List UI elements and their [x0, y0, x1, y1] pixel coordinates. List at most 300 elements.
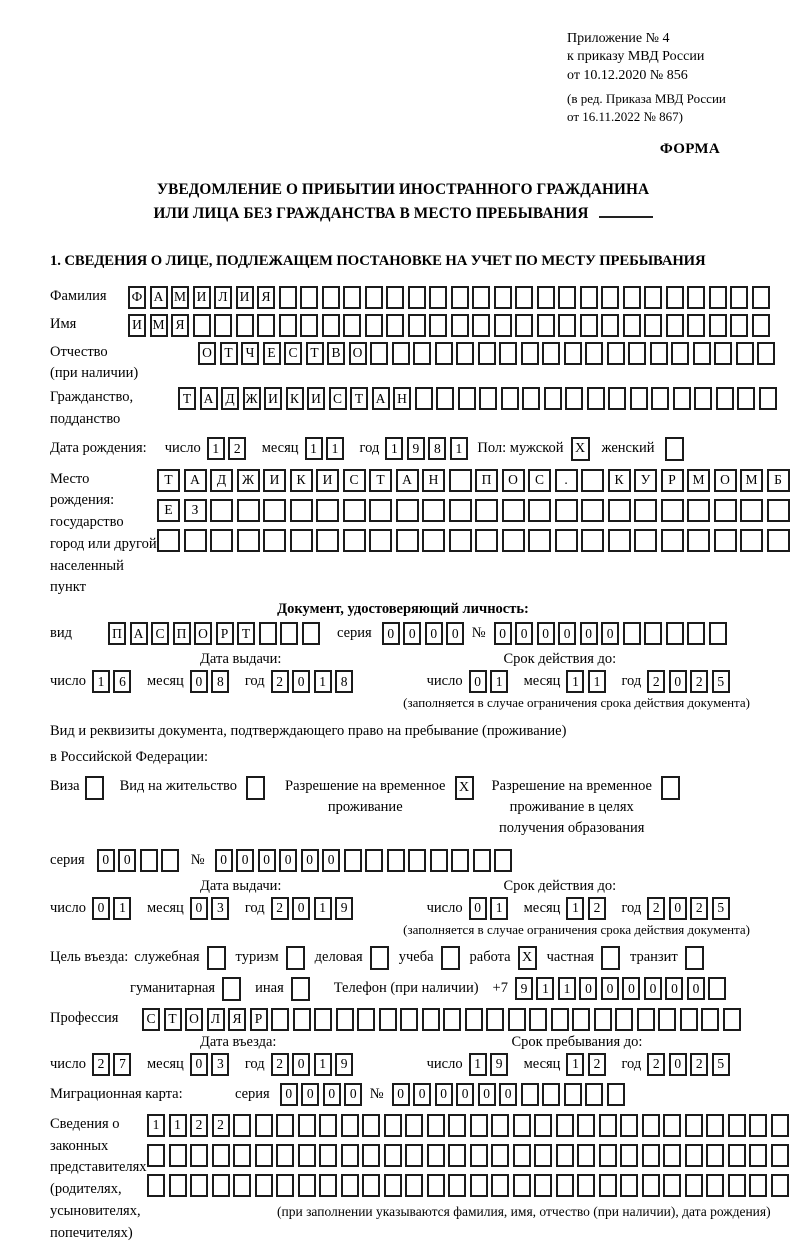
form-cell[interactable]: [515, 286, 533, 309]
form-cell[interactable]: [759, 387, 777, 410]
form-cell[interactable]: 1: [385, 437, 403, 460]
form-cell[interactable]: [767, 499, 790, 522]
form-cell[interactable]: [581, 529, 604, 552]
form-cell[interactable]: Т: [157, 469, 180, 492]
form-cell[interactable]: 0: [280, 1083, 298, 1106]
form-cell[interactable]: 0: [494, 622, 512, 645]
option-residence-permit-checkbox[interactable]: [246, 776, 265, 800]
form-cell[interactable]: [212, 1174, 230, 1197]
form-cell[interactable]: 0: [190, 1053, 208, 1076]
form-cell[interactable]: [147, 1144, 165, 1167]
form-cell[interactable]: Р: [661, 469, 684, 492]
form-cell[interactable]: И: [316, 469, 339, 492]
form-cell[interactable]: [233, 1144, 251, 1167]
form-cell[interactable]: Т: [237, 622, 255, 645]
form-cell[interactable]: 2: [647, 670, 665, 693]
form-cell[interactable]: 0: [499, 1083, 517, 1106]
form-cell[interactable]: С: [142, 1008, 160, 1031]
form-cell[interactable]: [587, 387, 605, 410]
form-cell[interactable]: [276, 1144, 294, 1167]
form-cell[interactable]: А: [150, 286, 168, 309]
form-cell[interactable]: 0: [97, 849, 115, 872]
form-cell[interactable]: [558, 314, 576, 337]
form-cell[interactable]: Л: [207, 1008, 225, 1031]
form-cell[interactable]: [515, 314, 533, 337]
form-cell[interactable]: [422, 529, 445, 552]
form-cell[interactable]: 1: [207, 437, 225, 460]
form-cell[interactable]: [415, 387, 433, 410]
form-cell[interactable]: 9: [407, 437, 425, 460]
form-cell[interactable]: 0: [669, 670, 687, 693]
form-cell[interactable]: [193, 314, 211, 337]
form-cell[interactable]: [279, 286, 297, 309]
form-cell[interactable]: [736, 342, 754, 365]
form-cell[interactable]: [451, 286, 469, 309]
form-cell[interactable]: [413, 342, 431, 365]
form-cell[interactable]: 1: [588, 670, 606, 693]
form-cell[interactable]: [708, 977, 726, 1000]
form-cell[interactable]: [279, 314, 297, 337]
form-cell[interactable]: 1: [314, 1053, 332, 1076]
form-cell[interactable]: [214, 314, 232, 337]
form-cell[interactable]: 2: [190, 1114, 208, 1137]
form-cell[interactable]: [341, 1114, 359, 1137]
form-cell[interactable]: [336, 1008, 354, 1031]
form-cell[interactable]: [607, 1083, 625, 1106]
form-cell[interactable]: [458, 387, 476, 410]
form-cell[interactable]: [470, 1174, 488, 1197]
form-cell[interactable]: М: [171, 286, 189, 309]
form-cell[interactable]: [521, 342, 539, 365]
form-cell[interactable]: 2: [690, 897, 708, 920]
form-cell[interactable]: [709, 314, 727, 337]
form-cell[interactable]: [508, 1008, 526, 1031]
form-cell[interactable]: [255, 1144, 273, 1167]
form-cell[interactable]: [396, 499, 419, 522]
form-cell[interactable]: [365, 286, 383, 309]
form-cell[interactable]: [580, 286, 598, 309]
form-cell[interactable]: [663, 1114, 681, 1137]
form-cell[interactable]: 0: [292, 1053, 310, 1076]
form-cell[interactable]: [298, 1114, 316, 1137]
form-cell[interactable]: [169, 1174, 187, 1197]
form-cell[interactable]: [427, 1174, 445, 1197]
form-cell[interactable]: 6: [113, 670, 131, 693]
form-cell[interactable]: К: [608, 469, 631, 492]
form-cell[interactable]: 0: [478, 1083, 496, 1106]
form-cell[interactable]: [408, 286, 426, 309]
form-cell[interactable]: [319, 1144, 337, 1167]
form-cell[interactable]: 8: [211, 670, 229, 693]
form-cell[interactable]: [210, 529, 233, 552]
form-cell[interactable]: [577, 1114, 595, 1137]
form-cell[interactable]: [257, 314, 275, 337]
form-cell[interactable]: 0: [580, 622, 598, 645]
form-cell[interactable]: [263, 499, 286, 522]
form-cell[interactable]: [387, 849, 405, 872]
form-cell[interactable]: Я: [171, 314, 189, 337]
form-cell[interactable]: А: [200, 387, 218, 410]
form-cell[interactable]: [687, 622, 705, 645]
form-cell[interactable]: 5: [712, 1053, 730, 1076]
form-cell[interactable]: Т: [350, 387, 368, 410]
form-cell[interactable]: [276, 1114, 294, 1137]
form-cell[interactable]: [300, 314, 318, 337]
form-cell[interactable]: [362, 1144, 380, 1167]
form-cell[interactable]: [701, 1008, 719, 1031]
form-cell[interactable]: [405, 1144, 423, 1167]
form-cell[interactable]: 1: [490, 670, 508, 693]
form-cell[interactable]: [422, 1008, 440, 1031]
form-cell[interactable]: 1: [314, 897, 332, 920]
form-cell[interactable]: [581, 499, 604, 522]
form-cell[interactable]: М: [687, 469, 710, 492]
form-cell[interactable]: 2: [212, 1114, 230, 1137]
form-cell[interactable]: 9: [335, 897, 353, 920]
form-cell[interactable]: 7: [113, 1053, 131, 1076]
form-cell[interactable]: [599, 1114, 617, 1137]
form-cell[interactable]: 2: [588, 897, 606, 920]
form-cell[interactable]: 0: [301, 849, 319, 872]
form-cell[interactable]: [386, 286, 404, 309]
form-cell[interactable]: 9: [490, 1053, 508, 1076]
form-cell[interactable]: [752, 286, 770, 309]
form-cell[interactable]: 5: [712, 670, 730, 693]
form-cell[interactable]: 1: [113, 897, 131, 920]
form-cell[interactable]: [140, 849, 158, 872]
form-cell[interactable]: [757, 342, 775, 365]
form-cell[interactable]: 0: [446, 622, 464, 645]
form-cell[interactable]: [369, 529, 392, 552]
form-cell[interactable]: С: [151, 622, 169, 645]
form-cell[interactable]: 0: [344, 1083, 362, 1106]
form-cell[interactable]: 0: [579, 977, 597, 1000]
form-cell[interactable]: [316, 529, 339, 552]
form-cell[interactable]: 2: [647, 897, 665, 920]
form-cell[interactable]: [634, 529, 657, 552]
form-cell[interactable]: 1: [558, 977, 576, 1000]
form-cell[interactable]: 2: [92, 1053, 110, 1076]
form-cell[interactable]: [491, 1174, 509, 1197]
form-cell[interactable]: А: [396, 469, 419, 492]
form-cell[interactable]: [422, 499, 445, 522]
form-cell[interactable]: 0: [292, 670, 310, 693]
form-cell[interactable]: [499, 342, 517, 365]
form-cell[interactable]: [556, 1174, 574, 1197]
form-cell[interactable]: И: [307, 387, 325, 410]
form-cell[interactable]: [259, 622, 277, 645]
form-cell[interactable]: 2: [271, 670, 289, 693]
form-cell[interactable]: [298, 1174, 316, 1197]
form-cell[interactable]: [651, 387, 669, 410]
form-cell[interactable]: 1: [326, 437, 344, 460]
form-cell[interactable]: [290, 529, 313, 552]
form-cell[interactable]: 0: [279, 849, 297, 872]
form-cell[interactable]: 0: [258, 849, 276, 872]
form-cell[interactable]: [572, 1008, 590, 1031]
form-cell[interactable]: [486, 1008, 504, 1031]
form-cell[interactable]: [357, 1008, 375, 1031]
form-cell[interactable]: [608, 529, 631, 552]
form-cell[interactable]: Т: [306, 342, 324, 365]
form-cell[interactable]: [237, 529, 260, 552]
form-cell[interactable]: [501, 387, 519, 410]
form-cell[interactable]: 9: [335, 1053, 353, 1076]
form-cell[interactable]: А: [130, 622, 148, 645]
form-cell[interactable]: [465, 1008, 483, 1031]
form-cell[interactable]: [599, 1174, 617, 1197]
form-cell[interactable]: 0: [92, 897, 110, 920]
form-cell[interactable]: Д: [210, 469, 233, 492]
form-cell[interactable]: [564, 1083, 582, 1106]
form-cell[interactable]: [190, 1144, 208, 1167]
form-cell[interactable]: Н: [393, 387, 411, 410]
form-cell[interactable]: 0: [665, 977, 683, 1000]
form-cell[interactable]: Е: [157, 499, 180, 522]
form-cell[interactable]: [650, 342, 668, 365]
form-cell[interactable]: [405, 1174, 423, 1197]
form-cell[interactable]: [408, 849, 426, 872]
form-cell[interactable]: [687, 499, 710, 522]
form-cell[interactable]: [663, 1144, 681, 1167]
form-cell[interactable]: [384, 1174, 402, 1197]
form-cell[interactable]: [322, 286, 340, 309]
form-cell[interactable]: [343, 529, 366, 552]
form-cell[interactable]: Я: [228, 1008, 246, 1031]
form-cell[interactable]: [513, 1174, 531, 1197]
form-cell[interactable]: 0: [669, 897, 687, 920]
form-cell[interactable]: [556, 1144, 574, 1167]
form-cell[interactable]: [430, 849, 448, 872]
form-cell[interactable]: [709, 286, 727, 309]
form-cell[interactable]: [714, 499, 737, 522]
form-cell[interactable]: Т: [178, 387, 196, 410]
form-cell[interactable]: [694, 387, 712, 410]
form-cell[interactable]: [343, 499, 366, 522]
form-cell[interactable]: Ч: [241, 342, 259, 365]
form-cell[interactable]: [585, 342, 603, 365]
form-cell[interactable]: [671, 342, 689, 365]
form-cell[interactable]: [749, 1114, 767, 1137]
purpose-business-checkbox[interactable]: [370, 946, 389, 970]
form-cell[interactable]: В: [327, 342, 345, 365]
form-cell[interactable]: 0: [236, 849, 254, 872]
form-cell[interactable]: [449, 529, 472, 552]
form-cell[interactable]: П: [173, 622, 191, 645]
form-cell[interactable]: [620, 1144, 638, 1167]
form-cell[interactable]: [749, 1174, 767, 1197]
form-cell[interactable]: [767, 529, 790, 552]
form-cell[interactable]: [319, 1114, 337, 1137]
form-cell[interactable]: 1: [169, 1114, 187, 1137]
form-cell[interactable]: [685, 1174, 703, 1197]
form-cell[interactable]: [771, 1144, 789, 1167]
form-cell[interactable]: [542, 342, 560, 365]
form-cell[interactable]: [370, 342, 388, 365]
form-cell[interactable]: Р: [250, 1008, 268, 1031]
form-cell[interactable]: П: [108, 622, 126, 645]
form-cell[interactable]: [494, 849, 512, 872]
form-cell[interactable]: 0: [392, 1083, 410, 1106]
form-cell[interactable]: [680, 1008, 698, 1031]
form-cell[interactable]: [276, 1174, 294, 1197]
form-cell[interactable]: 8: [335, 670, 353, 693]
form-cell[interactable]: И: [128, 314, 146, 337]
form-cell[interactable]: [322, 314, 340, 337]
form-cell[interactable]: [685, 1114, 703, 1137]
form-cell[interactable]: [642, 1174, 660, 1197]
form-cell[interactable]: Т: [220, 342, 238, 365]
form-cell[interactable]: [752, 314, 770, 337]
form-cell[interactable]: [147, 1174, 165, 1197]
form-cell[interactable]: 1: [147, 1114, 165, 1137]
form-cell[interactable]: 1: [566, 670, 584, 693]
form-cell[interactable]: [448, 1174, 466, 1197]
form-cell[interactable]: [362, 1174, 380, 1197]
form-cell[interactable]: 0: [601, 977, 619, 1000]
form-cell[interactable]: [384, 1144, 402, 1167]
form-cell[interactable]: 5: [712, 897, 730, 920]
option-visa-checkbox[interactable]: [85, 776, 104, 800]
purpose-private-checkbox[interactable]: [601, 946, 620, 970]
form-cell[interactable]: [666, 314, 684, 337]
form-cell[interactable]: [642, 1114, 660, 1137]
form-cell[interactable]: [644, 622, 662, 645]
form-cell[interactable]: [580, 314, 598, 337]
form-cell[interactable]: [344, 849, 362, 872]
form-cell[interactable]: [475, 499, 498, 522]
form-cell[interactable]: [448, 1144, 466, 1167]
form-cell[interactable]: [169, 1144, 187, 1167]
form-cell[interactable]: [449, 469, 472, 492]
form-cell[interactable]: 0: [215, 849, 233, 872]
form-cell[interactable]: 1: [566, 1053, 584, 1076]
form-cell[interactable]: [634, 499, 657, 522]
purpose-humanitarian-checkbox[interactable]: [222, 977, 241, 1001]
form-cell[interactable]: [369, 499, 392, 522]
form-cell[interactable]: Н: [422, 469, 445, 492]
form-cell[interactable]: 0: [515, 622, 533, 645]
form-cell[interactable]: [233, 1114, 251, 1137]
purpose-work-checkbox[interactable]: X: [518, 946, 537, 970]
form-cell[interactable]: 1: [490, 897, 508, 920]
purpose-study-checkbox[interactable]: [441, 946, 460, 970]
form-cell[interactable]: [534, 1144, 552, 1167]
form-cell[interactable]: [443, 1008, 461, 1031]
form-cell[interactable]: [290, 499, 313, 522]
form-cell[interactable]: [396, 529, 419, 552]
form-cell[interactable]: [630, 387, 648, 410]
form-cell[interactable]: [472, 314, 490, 337]
form-cell[interactable]: [628, 342, 646, 365]
form-cell[interactable]: Ф: [128, 286, 146, 309]
form-cell[interactable]: [473, 849, 491, 872]
form-cell[interactable]: 1: [450, 437, 468, 460]
form-cell[interactable]: [427, 1114, 445, 1137]
form-cell[interactable]: [314, 1008, 332, 1031]
form-cell[interactable]: [237, 499, 260, 522]
form-cell[interactable]: [706, 1114, 724, 1137]
form-cell[interactable]: [637, 1008, 655, 1031]
form-cell[interactable]: [451, 314, 469, 337]
form-cell[interactable]: [644, 286, 662, 309]
form-cell[interactable]: 0: [322, 849, 340, 872]
form-cell[interactable]: [233, 1174, 251, 1197]
form-cell[interactable]: [542, 1083, 560, 1106]
form-cell[interactable]: [615, 1008, 633, 1031]
form-cell[interactable]: [300, 286, 318, 309]
form-cell[interactable]: Д: [221, 387, 239, 410]
form-cell[interactable]: [280, 622, 298, 645]
form-cell[interactable]: [384, 1114, 402, 1137]
form-cell[interactable]: 3: [211, 1053, 229, 1076]
form-cell[interactable]: А: [372, 387, 390, 410]
form-cell[interactable]: [255, 1174, 273, 1197]
form-cell[interactable]: [362, 1114, 380, 1137]
form-cell[interactable]: [341, 1144, 359, 1167]
form-cell[interactable]: [728, 1114, 746, 1137]
form-cell[interactable]: [271, 1008, 289, 1031]
form-cell[interactable]: [456, 342, 474, 365]
form-cell[interactable]: С: [528, 469, 551, 492]
form-cell[interactable]: [714, 342, 732, 365]
form-cell[interactable]: [427, 1144, 445, 1167]
form-cell[interactable]: [642, 1144, 660, 1167]
form-cell[interactable]: [673, 387, 691, 410]
form-cell[interactable]: [343, 286, 361, 309]
form-cell[interactable]: Ж: [237, 469, 260, 492]
form-cell[interactable]: С: [329, 387, 347, 410]
form-cell[interactable]: [534, 1114, 552, 1137]
form-cell[interactable]: [528, 499, 551, 522]
form-cell[interactable]: [620, 1174, 638, 1197]
form-cell[interactable]: [343, 314, 361, 337]
form-cell[interactable]: 0: [190, 670, 208, 693]
form-cell[interactable]: [255, 1114, 273, 1137]
form-cell[interactable]: О: [185, 1008, 203, 1031]
form-cell[interactable]: 2: [271, 897, 289, 920]
form-cell[interactable]: [661, 499, 684, 522]
form-cell[interactable]: Б: [767, 469, 790, 492]
form-cell[interactable]: 2: [588, 1053, 606, 1076]
form-cell[interactable]: К: [290, 469, 313, 492]
form-cell[interactable]: [728, 1144, 746, 1167]
form-cell[interactable]: [706, 1144, 724, 1167]
form-cell[interactable]: [565, 387, 583, 410]
form-cell[interactable]: 0: [403, 622, 421, 645]
form-cell[interactable]: 1: [314, 670, 332, 693]
form-cell[interactable]: [429, 286, 447, 309]
form-cell[interactable]: [564, 342, 582, 365]
form-cell[interactable]: 2: [690, 1053, 708, 1076]
purpose-transit-checkbox[interactable]: [685, 946, 704, 970]
form-cell[interactable]: 0: [644, 977, 662, 1000]
form-cell[interactable]: 2: [271, 1053, 289, 1076]
form-cell[interactable]: [161, 849, 179, 872]
form-cell[interactable]: [577, 1144, 595, 1167]
form-cell[interactable]: 0: [601, 622, 619, 645]
form-cell[interactable]: 1: [536, 977, 554, 1000]
form-cell[interactable]: [479, 387, 497, 410]
form-cell[interactable]: [400, 1008, 418, 1031]
form-cell[interactable]: [556, 1114, 574, 1137]
form-cell[interactable]: .: [555, 469, 578, 492]
form-cell[interactable]: [528, 529, 551, 552]
form-cell[interactable]: [365, 314, 383, 337]
sex-female-checkbox[interactable]: [665, 437, 684, 461]
form-cell[interactable]: [577, 1174, 595, 1197]
form-cell[interactable]: [448, 1114, 466, 1137]
